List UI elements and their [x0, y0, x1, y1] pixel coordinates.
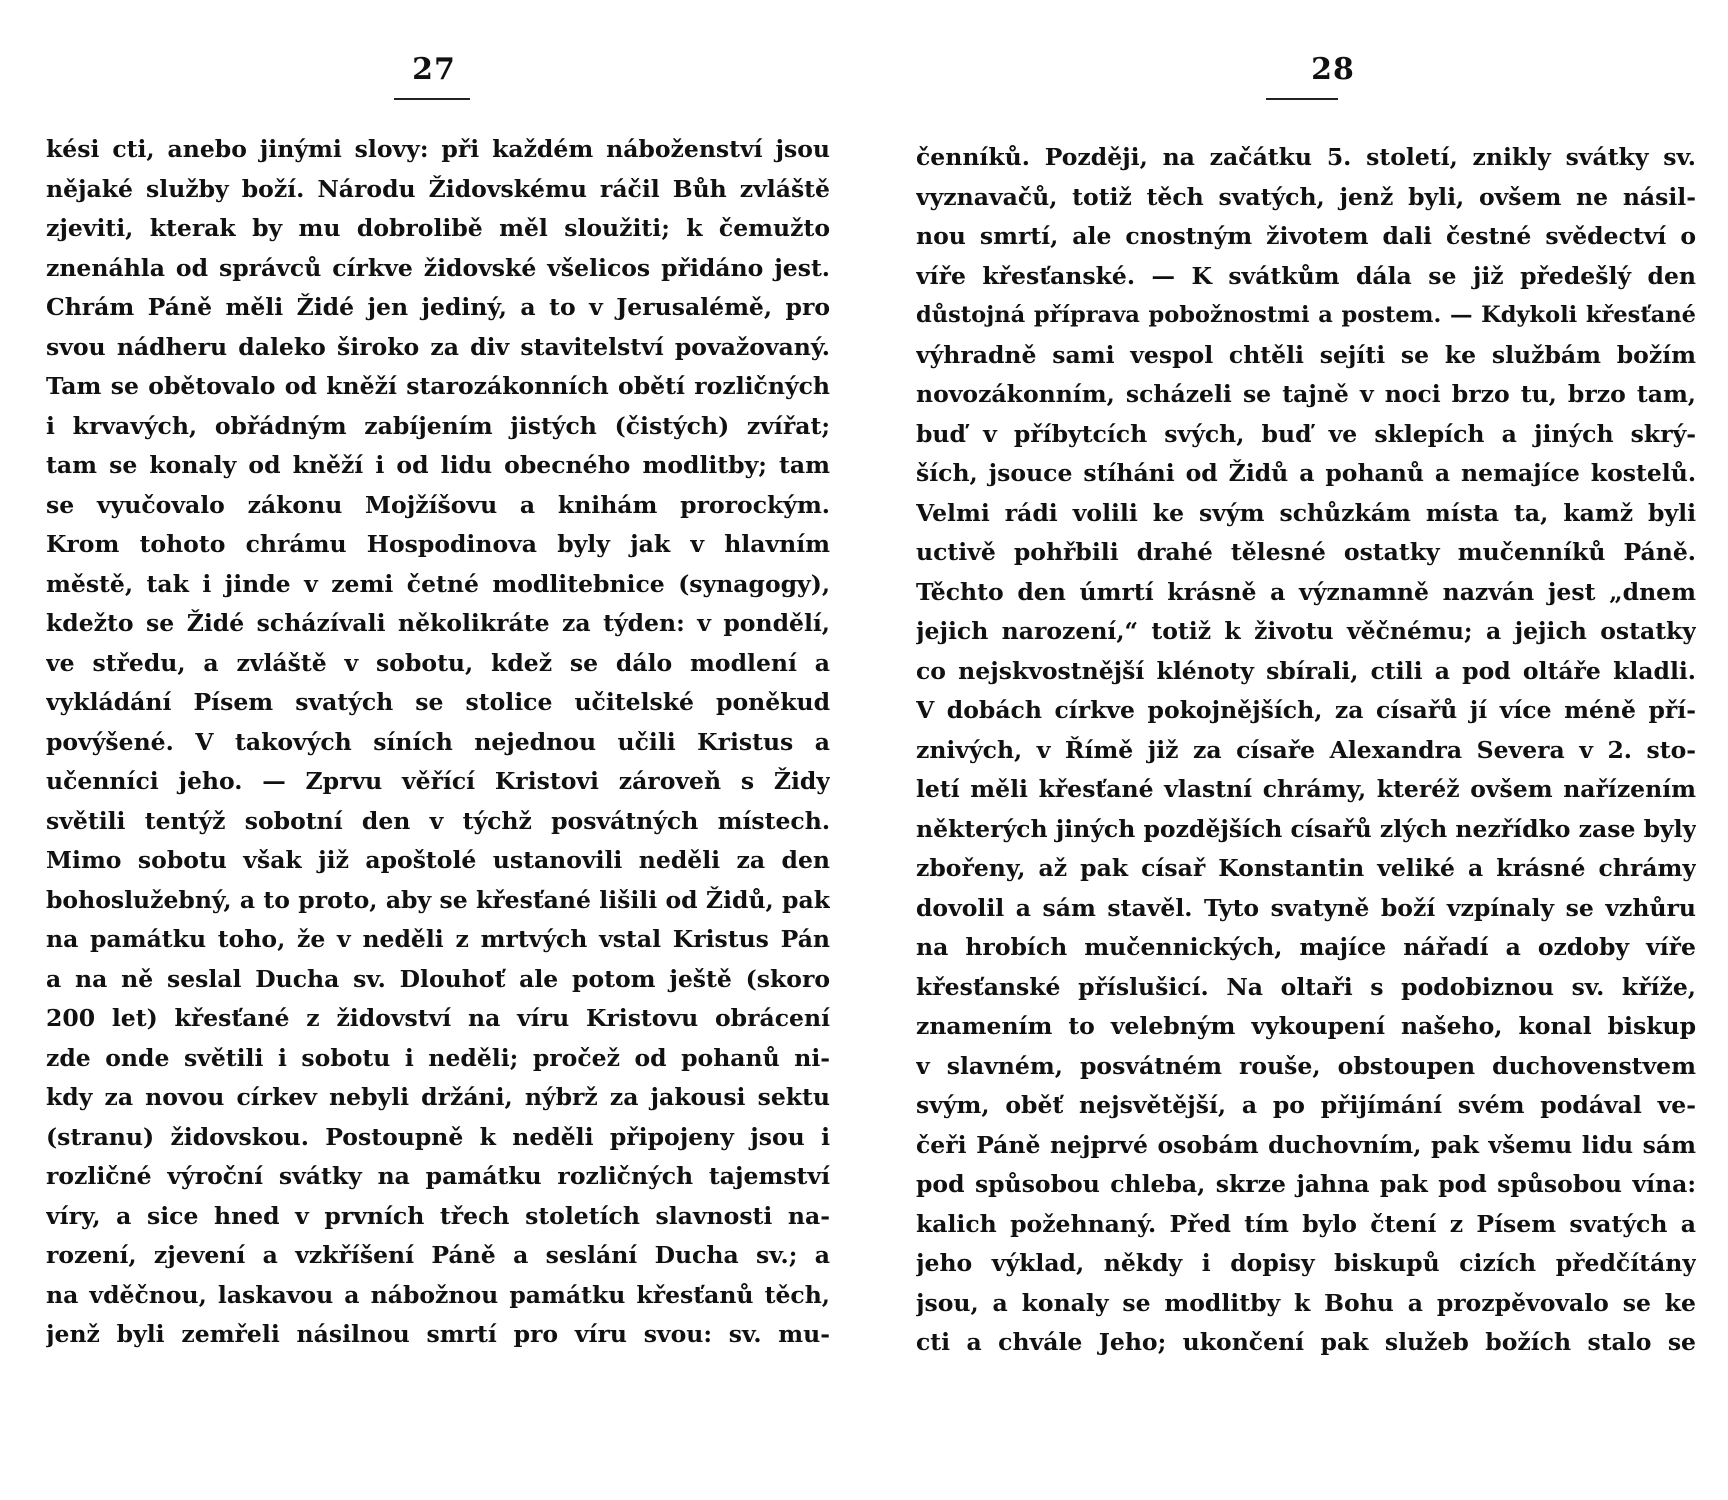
text-line: i krvavých, obřádným zabíjením jistých (čistých) zvířat;	[46, 411, 830, 440]
text-line: se vyučovalo zákonu Mojžíšovu a knihám prorockým.	[46, 490, 830, 519]
text-line: a na ně seslal Ducha sv. Dlouhoť ale potom ještě (skoro	[46, 964, 830, 993]
text-line: učenníci jeho. — Zprvu věřící Kristovi zároveň s Židy	[46, 767, 830, 795]
text-line: ších, jsouce stíháni od Židů a pohanů a nemajíce kostelů.	[916, 459, 1696, 487]
text-line: výhradně sami vespol chtěli sejíti se ke službám božím	[916, 340, 1696, 369]
text-line: tam se konaly od kněží i od lidu obecného modlitby; tam	[46, 451, 830, 479]
text-line: cti a chvále Jeho; ukončení pak služeb božích stalo se	[916, 1328, 1696, 1356]
text-line: Velmi rádi volili ke svým schůzkám místa ta, kamž byli	[916, 498, 1696, 527]
text-line: jsou, a konaly se modlitby k Bohu a prozpěvovalo se ke	[916, 1288, 1696, 1317]
text-line: zde onde světili i sobotu i neděli; pročež od pohanů ni-	[46, 1043, 830, 1072]
text-line: čeři Páně nejprvé osobám duchovním, pak všemu lidu sám	[916, 1130, 1696, 1159]
text-line: znenáhla od správců církve židovské všelicos přidáno jest.	[46, 253, 830, 282]
text-line: Těchto den úmrtí krásně a významně nazván jest „dnem	[916, 577, 1696, 606]
left-page-text	[46, 130, 830, 1355]
text-line: na hrobích mučennických, majíce nářadí a ozdoby víře	[916, 933, 1696, 961]
text-line: vykládání Písem svatých se stolice učitelské poněkud	[46, 688, 830, 716]
text-line: letí měli křesťané vlastní chrámy, kteréž ovšem nařízením	[916, 775, 1696, 803]
text-line: znivých, v Římě již za císaře Alexandra Severa v 2. sto-	[916, 735, 1696, 764]
text-line: ve středu, a zvláště v sobotu, kdež se dálo modlení a	[46, 648, 830, 677]
text-line: svou nádheru daleko široko za div stavitelství považovaný.	[46, 332, 830, 361]
text-line: kalich požehnaný. Před tím bylo čtení z Písem svatých a	[916, 1209, 1696, 1238]
text-line: znamením to velebným vykoupení našeho, konal biskup	[916, 1012, 1696, 1040]
right-page-text	[916, 138, 1696, 1363]
text-line: V dobách církve pokojnějších, za císařů jí více méně pří-	[916, 696, 1696, 724]
text-line: jeho výklad, někdy i dopisy biskupů cizích předčítány	[916, 1249, 1696, 1277]
text-line: zjeviti, kterak by mu dobrolibě měl sloužiti; k čemužto	[46, 214, 830, 242]
text-line: vyznavačů, totiž těch svatých, jenž byli, ovšem ne násil-	[916, 182, 1696, 211]
right-page	[864, 0, 1728, 1500]
text-line: rozličné výroční svátky na památku rozličných tajemství	[46, 1162, 830, 1190]
text-line: nějaké služby boží. Národu Židovskému ráčil Bůh zvláště	[46, 174, 830, 203]
text-line: víry, a sice hned v prvních třech stoletích slavnosti na-	[46, 1201, 830, 1230]
text-line: světili tentýž sobotní den v týchž posvátných místech.	[46, 806, 830, 835]
text-line: dovolil a sám stavěl. Tyto svatyně boží vzpínaly se vzhůru	[916, 893, 1696, 922]
text-line: Mimo sobotu však již apoštolé ustanovili neděli za den	[46, 846, 830, 874]
text-line: některých jiných pozdějších císařů zlých nezřídko zase byly	[916, 814, 1696, 843]
text-line: pod spůsobou chleba, skrze jahna pak pod spůsobou vína:	[916, 1170, 1696, 1198]
page-number-left: 27	[412, 52, 456, 87]
page-number-right: 28	[1311, 52, 1355, 87]
text-line: kési cti, anebo jinými slovy: při každém náboženství jsou	[46, 135, 830, 163]
text-line: na památku toho, že v neděli z mrtvých vstal Kristus Pán	[46, 925, 830, 953]
text-line: svým, oběť nejsvětější, a po přijímání svém podával ve-	[916, 1091, 1696, 1119]
text-line: v slavném, posvátném rouše, obstoupen duchovenstvem	[916, 1051, 1696, 1080]
text-line: co nejskvostnější klénoty sbírali, ctili a pod oltáře kladli.	[916, 656, 1696, 685]
text-line: důstojná příprava pobožnostmi a postem. — Kdykoli křesťané	[916, 302, 1696, 328]
text-line: městě, tak i jinde v zemi četné modlitebnice (synagogy),	[46, 569, 830, 598]
text-line: novozákonním, scházeli se tajně v noci brzo tu, brzo tam,	[916, 380, 1696, 408]
text-line: Chrám Páně měli Židé jen jediný, a to v Jerusalémě, pro	[46, 293, 830, 321]
text-line: Tam se obětovalo od kněží starozákonních obětí rozličných	[46, 372, 830, 400]
text-line: jenž byli zemřeli násilnou smrtí pro víru svou: sv. mu-	[46, 1320, 830, 1348]
text-line: jejich narození,“ totiž k životu věčnému; a jejich ostatky	[916, 617, 1696, 645]
text-line: zbořeny, až pak císař Konstantin veliké a krásné chrámy	[916, 854, 1696, 882]
text-line: nou smrtí, ale cnostným životem dali čestné svědectví o	[916, 222, 1696, 250]
text-line: na vděčnou, laskavou a nábožnou památku křesťanů těch,	[46, 1280, 830, 1309]
text-line: kdežto se Židé scházívali několikráte za týden: v pondělí,	[46, 609, 830, 637]
text-line: čenníků. Později, na začátku 5. století, znikly svátky sv.	[916, 143, 1696, 171]
text-line: kdy za novou církev nebyli držáni, nýbrž za jakousi sektu	[46, 1083, 830, 1111]
text-line: křesťanské příslušicí. Na oltaři s podobiznou sv. kříže,	[916, 972, 1696, 1001]
page-number-rule-right	[1266, 98, 1338, 100]
text-line: povýšené. V takových síních nejednou učili Kristus a	[46, 727, 830, 756]
text-line: rození, zjevení a vzkříšení Páně a seslání Ducha sv.; a	[46, 1241, 830, 1269]
text-line: 200 let) křesťané z židovství na víru Kristovu obrácení	[46, 1004, 830, 1032]
text-line: buď v příbytcích svých, buď ve sklepích a jiných skrý-	[916, 419, 1696, 448]
page-number-rule-left	[394, 98, 470, 100]
text-line: uctivě pohřbili drahé tělesné ostatky mučenníků Páně.	[916, 538, 1696, 566]
text-line: Krom tohoto chrámu Hospodinova byly jak v hlavním	[46, 530, 830, 558]
text-line: víře křesťanské. — K svátkům dála se již předešlý den	[916, 261, 1696, 290]
text-line: bohoslužebný, a to proto, aby se křesťané lišili od Židů, pak	[46, 885, 830, 914]
text-line: (stranu) židovskou. Postoupně k neděli připojeny jsou i	[46, 1122, 830, 1151]
